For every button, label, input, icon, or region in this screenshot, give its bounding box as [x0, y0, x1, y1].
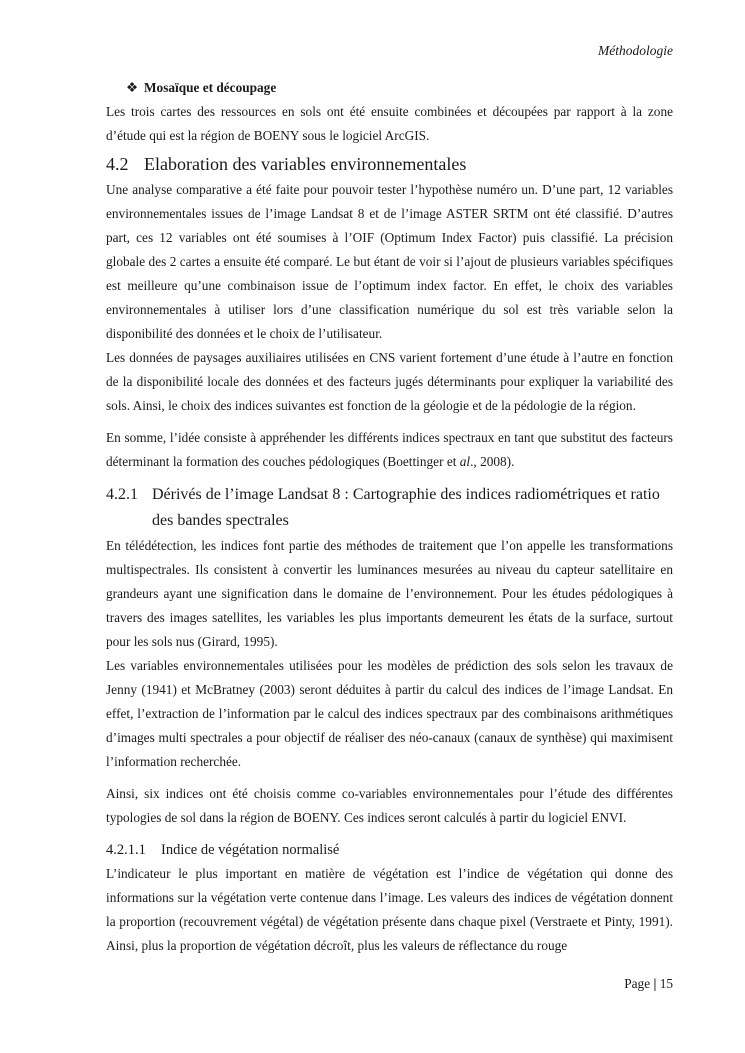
summary-citation-end: ., 2008). [470, 454, 515, 469]
subsection-heading [106, 482, 673, 534]
page-label: Page [624, 976, 651, 991]
section-title: Elaboration des variables environnementales [144, 154, 467, 174]
section-number: 4.2 [106, 154, 129, 174]
bullet-heading [126, 76, 673, 100]
page-body [106, 76, 673, 958]
summary-italic: al [459, 454, 471, 469]
paragraph-summary [106, 426, 673, 474]
bullet-heading-text: Mosaïque et découpage [144, 80, 277, 95]
paragraph-environmental-variables: Les variables environnementales utilisées pour les modèles de prédiction des sols selon les travaux de Jenny (1941) et McBratney (2003) seront déduites à partir du calcul des indices de l’image Landsat. En effet, l’extraction de l’information par le calcul des indices spectraux par des combinaisons arithmétiques d’images multi spectrales a pour objectif de réaliser des néo-canaux (canaux de synthèse) qui maximisent l’information recherchée. [106, 658, 673, 769]
subsection-title: Dérivés de l’image Landsat 8 : Cartographie des indices radiométriques et ratio des bandes spectrales [152, 486, 660, 529]
paragraph-teledetection: En télédétection, les indices font partie des méthodes de traitement que l’on appelle les transformations multispectrales. Ils consistent à convertir les luminances mesurées au niveau du capteur satellitaire en grandeurs ayant une signification dans le domaine de l’environnement. Pour les études pédologiques à travers des images satellites, les variables les plus importants demeurent les états de la surface, surtout pour les sols nus (Girard, 1995). [106, 538, 673, 649]
page-separator: | [653, 976, 657, 991]
paragraph-comparative-analysis: Une analyse comparative a été faite pour pouvoir tester l’hypothèse numéro un. D’une part, 12 variables environnementales issues de l’image Landsat 8 et de l’image ASTER SRTM ont été classifié. D’autres part, ces 12 variables ont été soumises à l’OIF (Optimum Index Factor) puis classifié. La précision globale des 2 cartes a ensuite été comparé. Le but étant de voir si l’ajout de plusieurs variables spécifiques est meilleure qu’une combinaison issue de l’optimum index factor. En effet, le choix des variables environnementales à utiliser lors d’une classification numérique du sol est très variable selon la disponibilité des données et le choix de l’utilisateur. [106, 182, 673, 341]
page-footer [624, 976, 673, 992]
subsection-number: 4.2.1 [106, 486, 138, 503]
paragraph-ndvi: L’indicateur le plus important en matière de végétation est l’indice de végétation qui donne des informations sur la végétation verte contenue dans l’image. Les valeurs des indices de végétation donnent la proportion (recouvrement végétal) de végétation présente dans chaque pixel (Verstraete et Pinty, 1991). Ainsi, plus la proportion de végétation décroît, plus les valeurs de réflectance du rouge [106, 866, 673, 953]
subsubsection-number: 4.2.1.1 [106, 842, 146, 858]
paragraph-six-indices: Ainsi, six indices ont été choisis comme co-variables environnementales pour l’étude des différentes typologies de sol dans la région de BOENY. Ces indices seront calculés à partir du logiciel ENVI. [106, 786, 673, 825]
summary-text: En somme, l’idée consiste à appréhender les différents indices spectraux en tant que substitut des facteurs déterminant la formation des couches pédologiques (Boettinger et [106, 430, 673, 469]
paragraph-landscape-data: Les données de paysages auxiliaires utilisées en CNS varient fortement d’une étude à l’autre en fonction de la disponibilité locale des données et des facteurs jugés déterminants pour expliquer la variabilité des sols. Ainsi, le choix des indices suivantes est fonction de la géologie et de la pédologie de la région. [106, 350, 673, 413]
running-header: Méthodologie [598, 43, 673, 58]
section-heading [106, 152, 673, 176]
diamond-bullet-icon: ❖ [126, 80, 138, 95]
paragraph-mosaic: Les trois cartes des ressources en sols ont été ensuite combinées et découpées par rapport à la zone d’étude qui est la région de BOENY sous le logiciel ArcGIS. [106, 104, 673, 143]
subsubsection-title: Indice de végétation normalisé [161, 842, 340, 858]
page-number: 15 [659, 976, 673, 991]
subsubsection-heading [106, 838, 673, 862]
